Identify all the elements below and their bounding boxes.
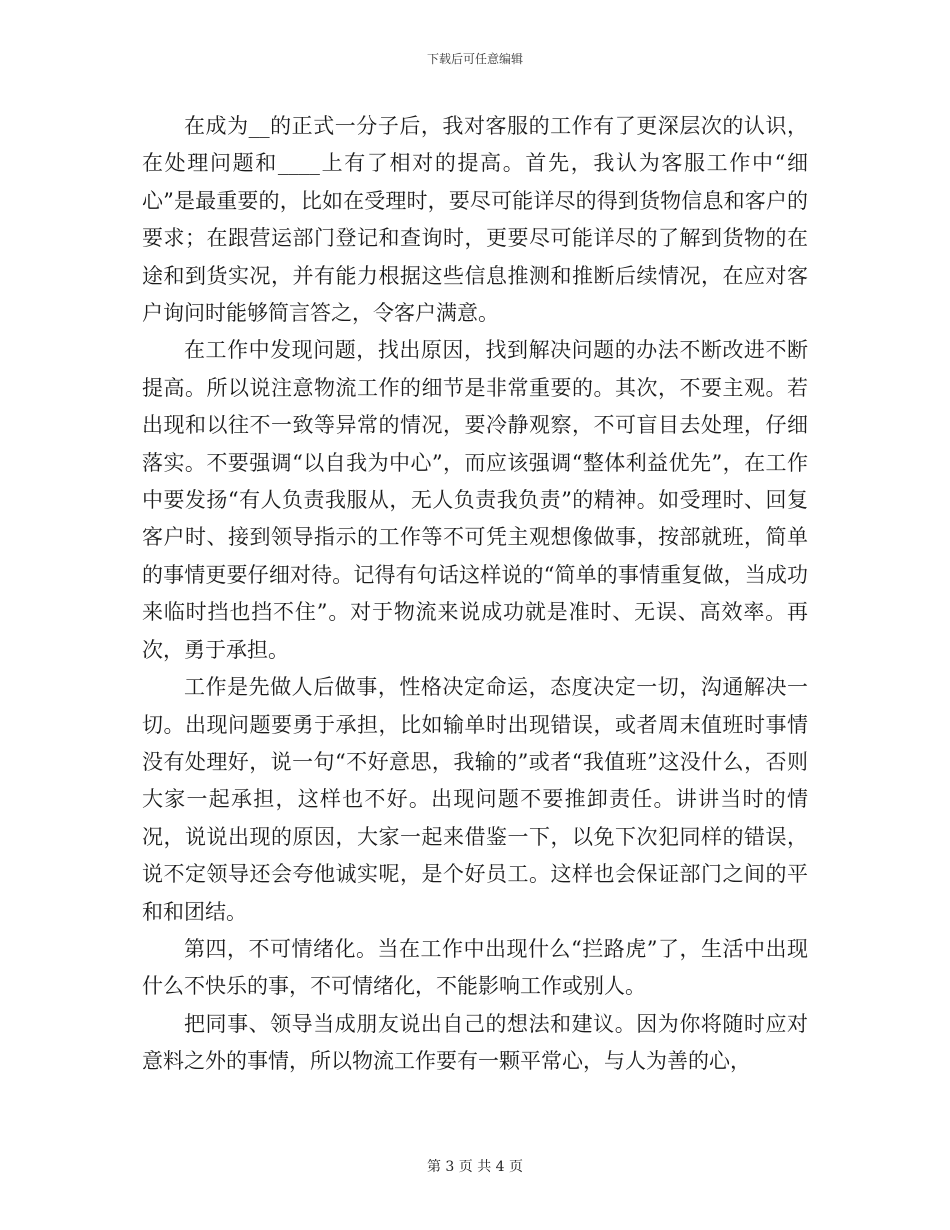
paragraph-4: 第四，不可情绪化。当在工作中出现什么“拦路虎”了，生活中出现什么不快乐的事，不可情绪化，不能影响工作或别人。 xyxy=(142,936,808,999)
page-header: 下载后可任意编辑 xyxy=(426,52,523,66)
page-footer: 第 3 页 共 4 页 xyxy=(426,1159,524,1175)
paragraph-1: 在成为__的正式一分子后，我对客服的工作有了更深层次的认识，在处理问题和____上有了相对的提高。首先，我认为客服工作中“细心”是最重要的，比如在受理时，要尽可能详尽的得到货物信息和客户的要求；在跟营运部门登记和查询时，更要尽可能详尽的了解到货物的在途和到货实况，并有能力根据这些信息推测和推断后续情况，在应对客户询问时能够简言答之，令客户满意。 xyxy=(142,114,808,326)
paragraph-5: 把同事、领导当成朋友说出自己的想法和建议。因为你将随时应对意料之外的事情，所以物流工作要有一颗平常心，与人为善的心， xyxy=(142,1011,808,1074)
paragraph-2: 在工作中发现问题，找出原因，找到解决问题的办法不断改进不断提高。所以说注意物流工作的细节是非常重要的。其次，不要主观。若出现和以往不一致等异常的情况，要冷静观察，不可盲目去处理，仔细落实。不要强调“以自我为中心”，而应该强调“整体利益优先”，在工作中要发扬“有人负责我服从，无人负责我负责”的精神。如受理时、回复客户时、接到领导指示的工作等不可凭主观想像做事，按部就班，简单的事情更要仔细对待。记得有句话这样说的“简单的事情重复做，当成功来临时挡也挡不住”。对于物流来说成功就是准时、无误、高效率。再次，勇于承担。 xyxy=(142,338,808,662)
paragraph-3: 工作是先做人后做事，性格决定命运，态度决定一切，沟通解决一切。出现问题要勇于承担，比如输单时出现错误，或者周末值班时事情没有处理好，说一句“不好意思，我输的”或者“我值班”这没什么，否则大家一起承担，这样也不好。出现问题不要推卸责任。讲讲当时的情况，说说出现的原因，大家一起来借鉴一下，以免下次犯同样的错误，说不定领导还会夸他诚实呢，是个好员工。这样也会保证部门之间的平和和团结。 xyxy=(142,675,808,924)
document-body xyxy=(142,108,808,1081)
